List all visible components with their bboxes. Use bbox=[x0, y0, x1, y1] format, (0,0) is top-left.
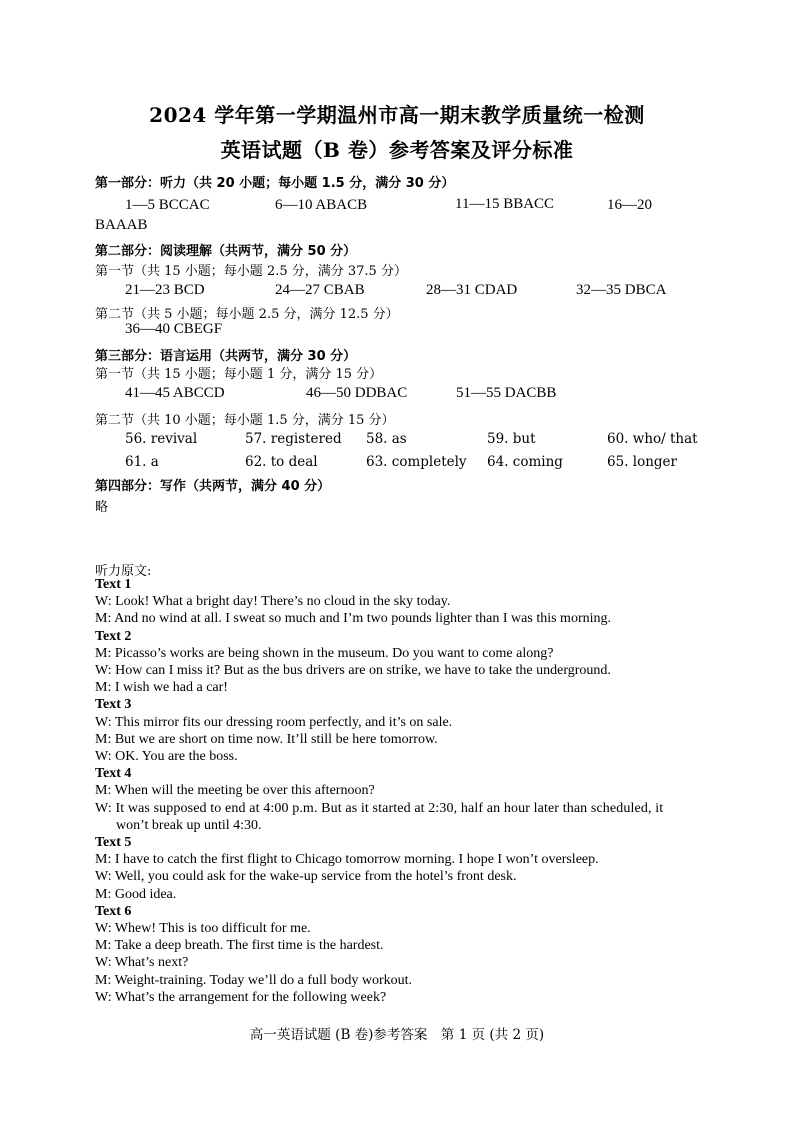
answer-group: 21—23 BCD bbox=[125, 282, 205, 298]
blank-answer: 63. completely bbox=[366, 454, 467, 470]
blank-answer: 58. as bbox=[366, 431, 407, 447]
transcript-line: M: And no wind at all. I sweat so much and I’m two pounds lighter than I was this morning. bbox=[95, 611, 611, 627]
transcript-text-heading: Text 4 bbox=[95, 766, 132, 782]
transcript-text-heading: Text 3 bbox=[95, 697, 132, 713]
transcript-heading: 听力原文: bbox=[95, 564, 152, 579]
answer-group: 1—5 BCCAC bbox=[125, 197, 210, 213]
answer-group: 51—55 DACBB bbox=[456, 385, 557, 401]
blank-answer: 59. but bbox=[487, 431, 536, 447]
transcript-text-heading: Text 5 bbox=[95, 835, 132, 850]
part2-heading: 第二部分：阅读理解（共两节，满分 50 分） bbox=[95, 244, 357, 259]
page-footer: 高一英语试题 (B 卷)参考答案 第 1 页 (共 2 页) bbox=[249, 1027, 545, 1043]
transcript-line: W: It was supposed to end at 4:00 p.m. But as it started at 2:30, half an hour later than scheduled, it bbox=[95, 800, 664, 816]
blank-answer: 61. a bbox=[125, 454, 159, 470]
transcript-line: W: OK. You are the boss. bbox=[95, 749, 238, 764]
transcript-line: M: Weight-training. Today we’ll do a full body workout. bbox=[95, 972, 412, 988]
blank-answer: 62. to deal bbox=[245, 454, 318, 470]
transcript-line: W: What’s the arrangement for the following week? bbox=[95, 989, 387, 1005]
answer-group: 46—50 DDBAC bbox=[306, 385, 408, 401]
transcript-line: W: Whew! This is too difficult for me. bbox=[95, 921, 311, 936]
transcript-line: M: Take a deep breath. The first time is the hardest. bbox=[95, 938, 384, 954]
transcript-text-heading: Text 6 bbox=[95, 903, 132, 919]
transcript-line: W: This mirror fits our dressing room perfectly, and it’s on sale. bbox=[95, 714, 453, 730]
transcript-line: M: I wish we had a car! bbox=[95, 680, 228, 696]
transcript-text-heading: Text 2 bbox=[95, 628, 132, 644]
answer-group: 28—31 CDAD bbox=[426, 282, 518, 298]
transcript-line: W: Well, you could ask for the wake-up service from the hotel’s front desk. bbox=[95, 869, 517, 885]
answer-group: 36—40 CBEGF bbox=[125, 321, 223, 337]
answer-group: 24—27 CBAB bbox=[275, 282, 365, 298]
answer-group: 16—20 bbox=[607, 197, 652, 213]
part4-heading: 第四部分：写作（共两节，满分 40 分） bbox=[95, 479, 331, 494]
transcript-line: M: Good idea. bbox=[95, 886, 177, 902]
part4-content: 略 bbox=[95, 500, 109, 515]
blank-answer: 56. revival bbox=[125, 431, 198, 447]
answer-group: 11—15 BBACC bbox=[455, 196, 555, 212]
transcript-line: W: Look! What a bright day! There’s no cloud in the sky today. bbox=[95, 594, 451, 610]
transcript-line: M: I have to catch the first flight to Chicago tomorrow morning. I hope I won’t oversleep. bbox=[95, 852, 599, 868]
page-subtitle: 英语试题（B 卷）参考答案及评分标准 bbox=[220, 138, 574, 162]
transcript-line: M: But we are short on time now. It’ll still be here tomorrow. bbox=[95, 731, 438, 747]
part2-section2-label: 第二节（共 5 小题；每小题 2.5 分，满分 12.5 分） bbox=[95, 307, 399, 322]
transcript-text-heading: Text 1 bbox=[95, 577, 132, 592]
transcript-line: W: How can I miss it? But as the bus drivers are on strike, we have to take the underground. bbox=[95, 663, 611, 678]
answer-group-wrap: BAAAB bbox=[95, 217, 148, 233]
blank-answer: 57. registered bbox=[245, 431, 342, 447]
answer-group: 41—45 ABCCD bbox=[125, 385, 225, 401]
part3-section2-label: 第二节（共 10 小题；每小题 1.5 分，满分 15 分） bbox=[95, 413, 395, 428]
transcript-line: W: What’s next? bbox=[95, 955, 189, 971]
transcript-line: M: Picasso’s works are being shown in the museum. Do you want to come along? bbox=[95, 645, 554, 661]
blank-answer: 60. who/ that bbox=[607, 431, 698, 447]
blank-answer: 64. coming bbox=[487, 454, 563, 470]
part2-section1-label: 第一节（共 15 小题；每小题 2.5 分，满分 37.5 分） bbox=[95, 264, 407, 279]
blank-answer: 65. longer bbox=[607, 454, 677, 470]
part3-section1-label: 第一节（共 15 小题；每小题 1 分，满分 15 分） bbox=[95, 367, 383, 382]
transcript-line: M: When will the meeting be over this afternoon? bbox=[95, 783, 375, 799]
answer-group: 6—10 ABACB bbox=[275, 197, 368, 213]
transcript-line: won’t break up until 4:30. bbox=[116, 817, 262, 833]
part3-heading: 第三部分：语言运用（共两节，满分 30 分） bbox=[95, 349, 357, 364]
part1-heading: 第一部分：听力（共 20 小题；每小题 1.5 分，满分 30 分） bbox=[95, 176, 455, 191]
page-title: 2024 学年第一学期温州市高一期末教学质量统一检测 bbox=[149, 103, 645, 127]
answer-group: 32—35 DBCA bbox=[576, 282, 667, 298]
